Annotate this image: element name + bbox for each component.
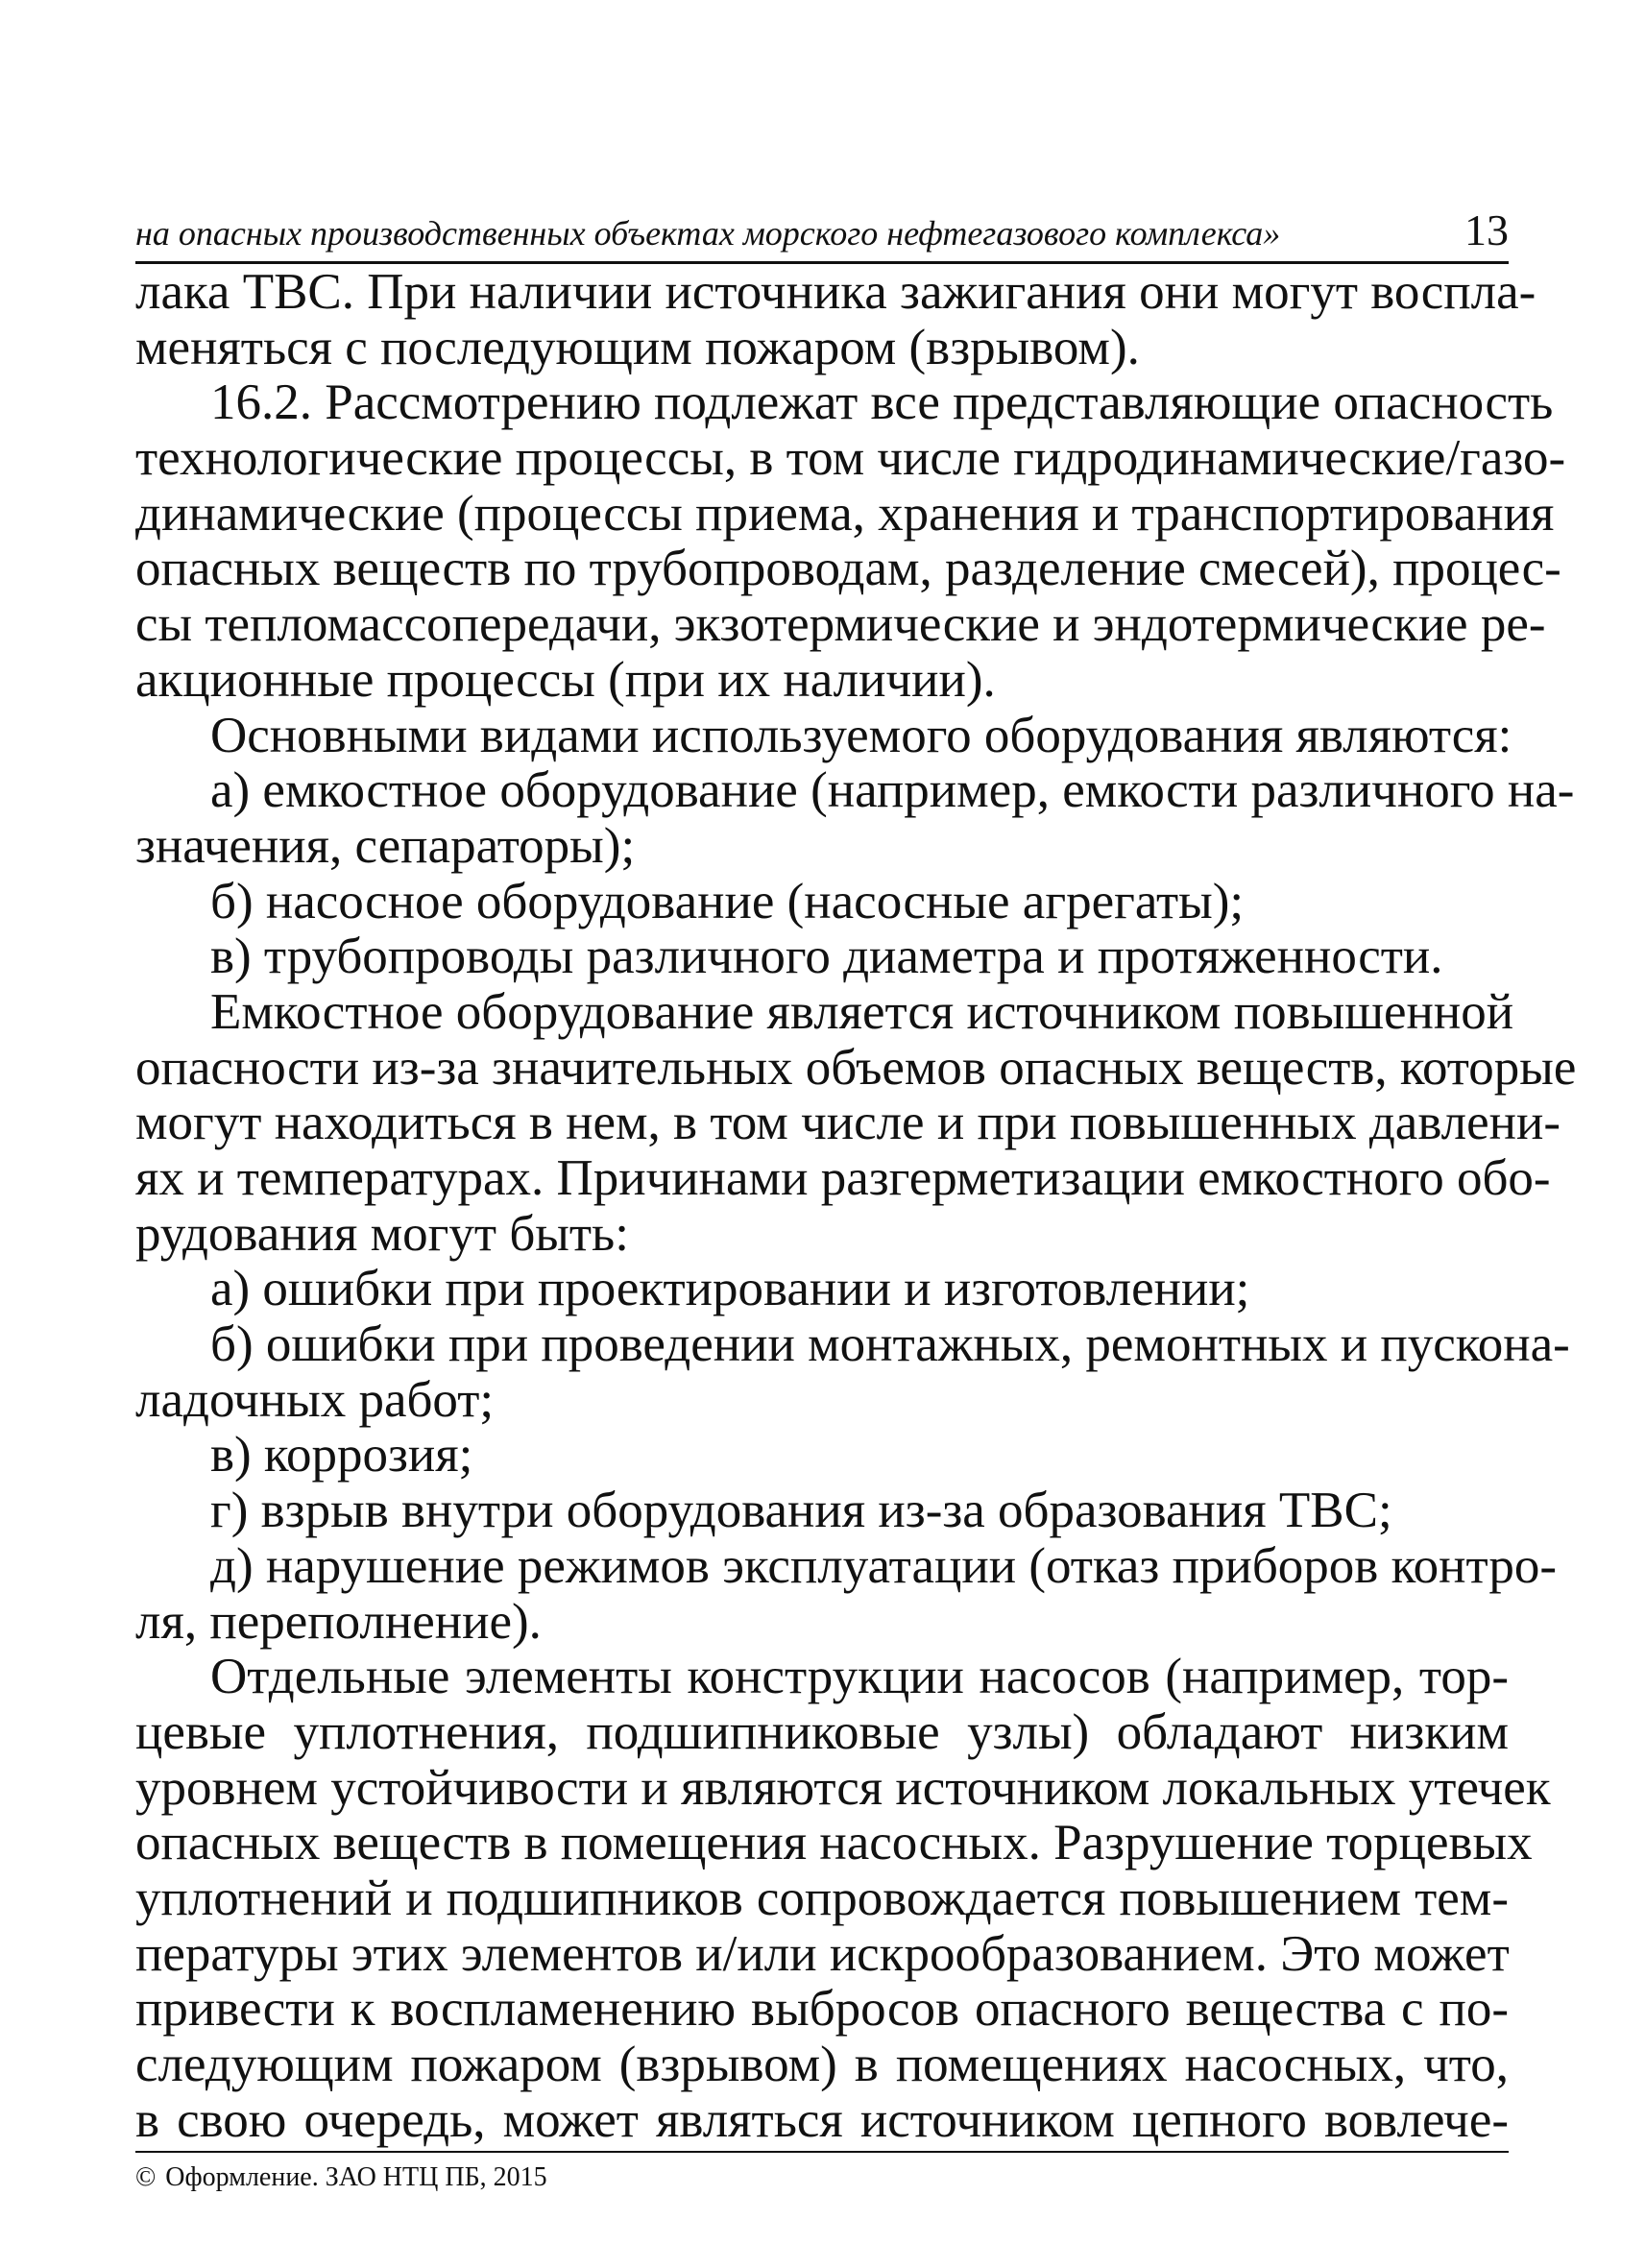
text-line: меняться с последующим пожаром (взрывом). [135,319,1140,375]
text-line: Емкостное оборудование является источником повышенной [210,983,1514,1040]
footer-text: Оформление. ЗАО НТЦ ПБ, 2015 [165,2162,547,2192]
text-line: акционные процессы (при их наличии). [135,651,996,708]
text-line: следующим пожаром (взрывом) в помещениях насосных, что, [135,2037,1509,2092]
text-line: г) взрыв внутри оборудования из-за образования ТВС; [210,1483,1392,1539]
text-line: Отдельные элементы конструкции насосов (например, тор- [210,1649,1509,1705]
text-line: в свою очередь, может являться источником цепного вовлече- [135,2091,1509,2148]
running-header [135,204,1509,264]
text-line: в) трубопроводы различного диаметра и протяженности. [210,929,1443,985]
text-line: цевые уплотнения, подшипниковые узлы) обладают низким [135,1703,1509,1760]
page-footer [135,2151,1509,2193]
text-line: значения, сепараторы); [135,817,636,874]
text-line: а) емкостное оборудование (например, емкости различного на- [210,762,1575,819]
text-line: а) ошибки при проектировании и изготовлении; [210,1261,1250,1317]
page-number: 13 [1464,205,1509,254]
text-line: 16.2. Рассмотрению подлежат все представляющие опасность [210,374,1554,431]
text-line: технологические процессы, в том числе гидродинамические/газо- [135,430,1566,487]
text-line: динамические (процессы приема, хранения и транспортирования [135,485,1555,542]
text-line: б) насосное оборудование (насосные агрегаты); [210,873,1245,929]
text-line: уплотнений и подшипников сопровождается повышением тем- [135,1870,1509,1926]
text-line: опасных веществ в помещения насосных. Разрушение торцевых [135,1815,1533,1871]
text-line: ля, переполнение). [135,1593,542,1650]
text-line: д) нарушение режимов эксплуатации (отказ приборов контро- [210,1537,1557,1594]
text-line: могут находиться в нем, в том числе и при повышенных давлени- [135,1095,1560,1151]
text-line: Основными видами используемого оборудования являются: [210,707,1512,763]
text-line: ладочных работ; [135,1371,495,1428]
text-line: в) коррозия; [210,1427,473,1484]
text-line: лака ТВС. При наличии источника зажигания они могут воспла- [135,264,1536,320]
text-line: опасных веществ по трубопроводам, разделение смесей), процес- [135,541,1561,597]
text-line: ях и температурах. Причинами разгерметизации емкостного обо- [135,1150,1551,1206]
body-text [135,264,1577,2148]
text-line: рудования могут быть: [135,1205,629,1262]
text-line: пературы этих элементов и/или искрообразованием. Это может [135,1925,1510,1982]
text-line: опасности из-за значительных объемов опасных веществ, которые [135,1039,1577,1096]
copyright-icon: © [135,2162,157,2192]
text-line: привести к воспламенению выбросов опасного вещества с по- [135,1981,1509,2038]
text-line: уровнем устойчивости и являются источником локальных утечек [135,1759,1551,1816]
text-line: сы тепломассопередачи, экзотермические и эндотермические ре- [135,596,1546,653]
text-line: б) ошибки при проведении монтажных, ремонтных и пускона- [210,1316,1570,1373]
header-title: на опасных производственных объектах морского нефтегазового комплекса» [135,214,1281,253]
